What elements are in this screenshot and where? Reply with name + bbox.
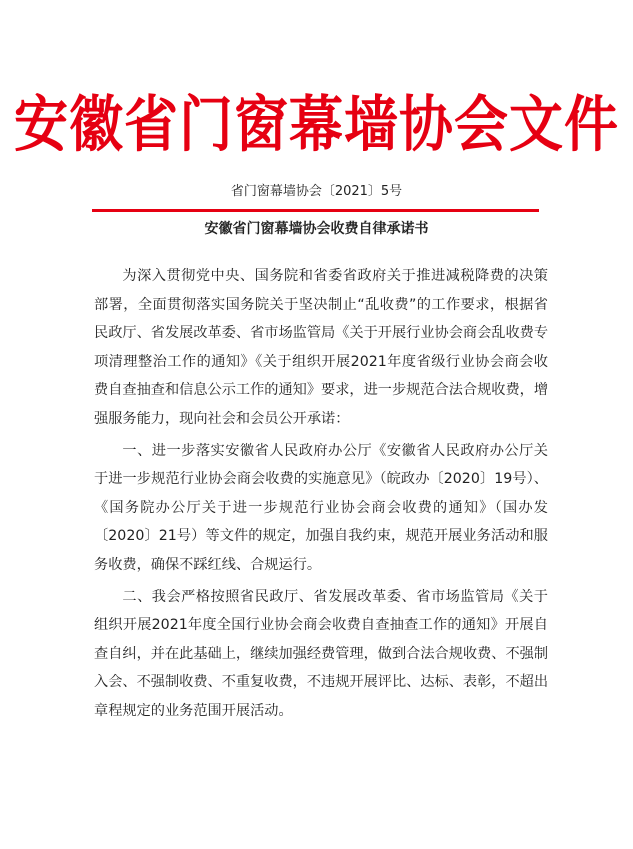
document-number: 省门窗幕墙协会〔2021〕5号 — [230, 184, 403, 199]
document-body — [94, 262, 548, 729]
org-red-header: 安徽省门窗幕墙协会文件 — [14, 87, 619, 160]
paragraph-intro: 为深入贯彻党中央、国务院和省委省政府关于推进减税降费的决策部署，全面贯彻落实国务院关于坚决制止“乱收费”的工作要求，根据省民政厅、省发展改革委、省市场监管局《关于开展行业协会商会乱收费专项清理整治工作的通知》《关于组织开展2021年度省级行业协会商会收费自查抽查和信息公示工作的通知》要求，进一步规范合法合规收费，增强服务能力，现向社会和会员公开承诺： — [94, 268, 549, 427]
paragraph-item-2: 二、我会严格按照省民政厅、省发展改革委、省市场监管局《关于组织开展2021年度全国行业协会商会收费自查抽查工作的通知》开展自查自纠，并在此基础上，继续加强经费管理，做到合法合规收费、不强制入会、不强制收费、不重复收费，不违规开展评比、达标、表彰，不超出章程规定的业务范围开展活动。 — [94, 588, 549, 719]
document-title: 安徽省门窗幕墙协会收费自律承诺书 — [204, 221, 429, 237]
paragraph-item-1: 一、进一步落实安徽省人民政府办公厅《安徽省人民政府办公厅关于进一步规范行业协会商会收费的实施意见》（皖政办〔2020〕19号）、《国务院办公厅关于进一步规范行业协会商会收费的通知》（国办发〔2020〕21号）等文件的规定，加强自我约束，规范开展业务活动和服务收费，确保不踩红线、合规运行。 — [94, 442, 548, 573]
red-divider-line — [92, 209, 539, 212]
